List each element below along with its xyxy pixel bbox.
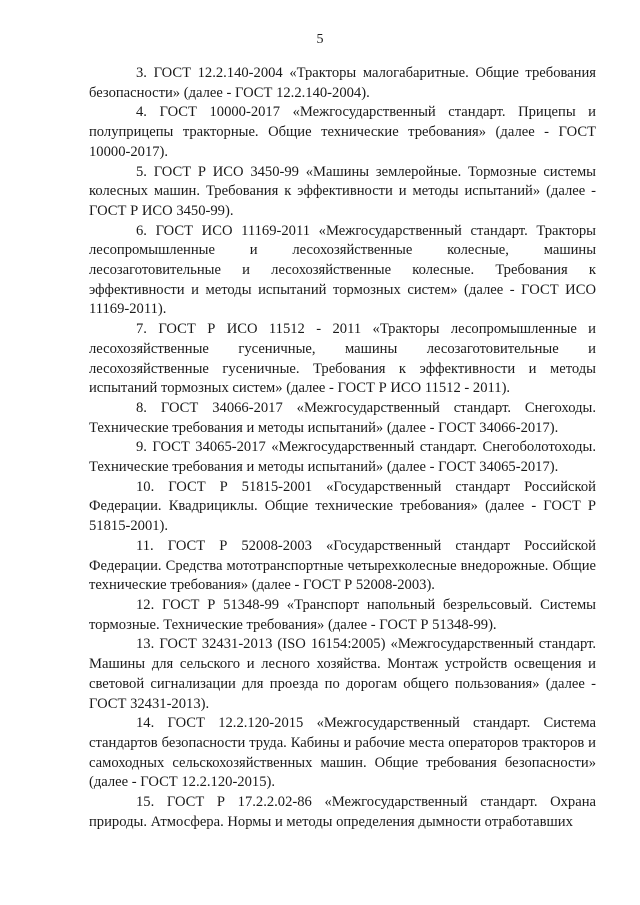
item-text: ГОСТ Р ИСО 11512 - 2011 «Тракторы лесопромышленные и лесохозяйственные гусеничные, машины лесозаготовительные и лесохозяйственные гусеничные. Требования к эффективности и методы испытаний тормозных систем» (далее - ГОСТ Р ИСО 11512 - 2011).: [89, 321, 596, 397]
item-number: 11.: [136, 537, 154, 554]
item-text: ГОСТ 32431-2013 (ISO 16154:2005) «Межгосударственный стандарт. Машины для сельского и лесного хозяйства. Монтаж устройств освещения и световой сигнализации для проезда по дорогам общего пользования» (далее - ГОСТ 32431-2013).: [89, 636, 596, 712]
list-item: [89, 596, 596, 635]
item-text: ГОСТ Р 17.2.2.02-86 «Межгосударственный стандарт. Охрана природы. Атмосфера. Нормы и методы определения дымности отработавших: [89, 794, 596, 830]
list-item: [89, 222, 596, 321]
page-number: 5: [316, 32, 324, 47]
item-number: 7.: [136, 321, 147, 338]
list-item: [89, 399, 596, 438]
item-number: 8.: [136, 399, 147, 416]
item-number: 12.: [136, 596, 155, 613]
list-item: [89, 163, 596, 222]
list-item: [89, 438, 596, 477]
item-number: 13.: [136, 636, 155, 653]
item-text: ГОСТ ИСО 11169-2011 «Межгосударственный стандарт. Тракторы лесопромышленные и лесохозяйственные колесные, машины лесозаготовительные и лесохозяйственные колесные. Требования к эффективности и методы испытаний тормозных систем» (далее - ГОСТ ИСО 11169-2011).: [89, 222, 596, 318]
item-text: ГОСТ Р ИСО 3450-99 «Машины землеройные. Тормозные системы колесных машин. Требования к эффективности и методы испытаний» (далее - ГОСТ Р ИСО 3450-99).: [89, 163, 596, 219]
item-number: 15.: [136, 794, 155, 811]
list-item: [89, 537, 596, 596]
item-text: ГОСТ Р 51815-2001 «Государственный стандарт Российской Федерации. Квадрициклы. Общие технические требования» (далее - ГОСТ Р 51815-2001).: [89, 478, 596, 535]
list-item: [89, 635, 596, 714]
item-text: ГОСТ 12.2.120-2015 «Межгосударственный стандарт. Система стандартов безопасности труда. Кабины и рабочие места операторов тракторов и самоходных сельскохозяйственных машин. Общие требования безопасности» (далее - ГОСТ 12.2.120-2015).: [89, 715, 597, 791]
list-item: [89, 320, 596, 399]
item-text: ГОСТ 34066-2017 «Межгосударственный стандарт. Снегоходы. Технические требования и методы испытаний» (далее - ГОСТ 34066-2017).: [89, 399, 596, 436]
list-item: [89, 714, 596, 793]
list-item: [89, 64, 596, 103]
item-number: 9.: [136, 439, 147, 456]
item-number: 4.: [136, 104, 147, 121]
item-text: ГОСТ 34065-2017 «Межгосударственный стандарт. Снегоболотоходы. Технические требования и методы испытаний» (далее - ГОСТ 34065-2017).: [89, 439, 596, 476]
item-number: 6.: [136, 222, 147, 239]
item-number: 14.: [136, 715, 155, 732]
list-item: [89, 478, 596, 537]
item-text: ГОСТ Р 52008-2003 «Государственный стандарт Российской Федерации. Средства мототранспортные четырехколесные внедорожные. Общие технические требования» (далее - ГОСТ Р 52008-2003).: [89, 537, 596, 594]
list-item: [89, 793, 596, 832]
item-text: ГОСТ 10000-2017 «Межгосударственный стандарт. Прицепы и полуприцепы тракторные. Общие технические требования» (далее - ГОСТ 10000-2017).: [89, 104, 596, 160]
item-number: 10.: [136, 478, 155, 495]
standards-list: [89, 64, 596, 832]
list-item: [89, 103, 596, 162]
item-number: 5.: [136, 163, 147, 180]
item-text: ГОСТ 12.2.140-2004 «Тракторы малогабаритные. Общие требования безопасности» (далее - ГОСТ 12.2.140-2004).: [89, 65, 596, 101]
item-number: 3.: [136, 65, 147, 81]
item-text: ГОСТ Р 51348-99 «Транспорт напольный безрельсовый. Системы тормозные. Технические требования» (далее - ГОСТ Р 51348-99).: [89, 596, 596, 633]
